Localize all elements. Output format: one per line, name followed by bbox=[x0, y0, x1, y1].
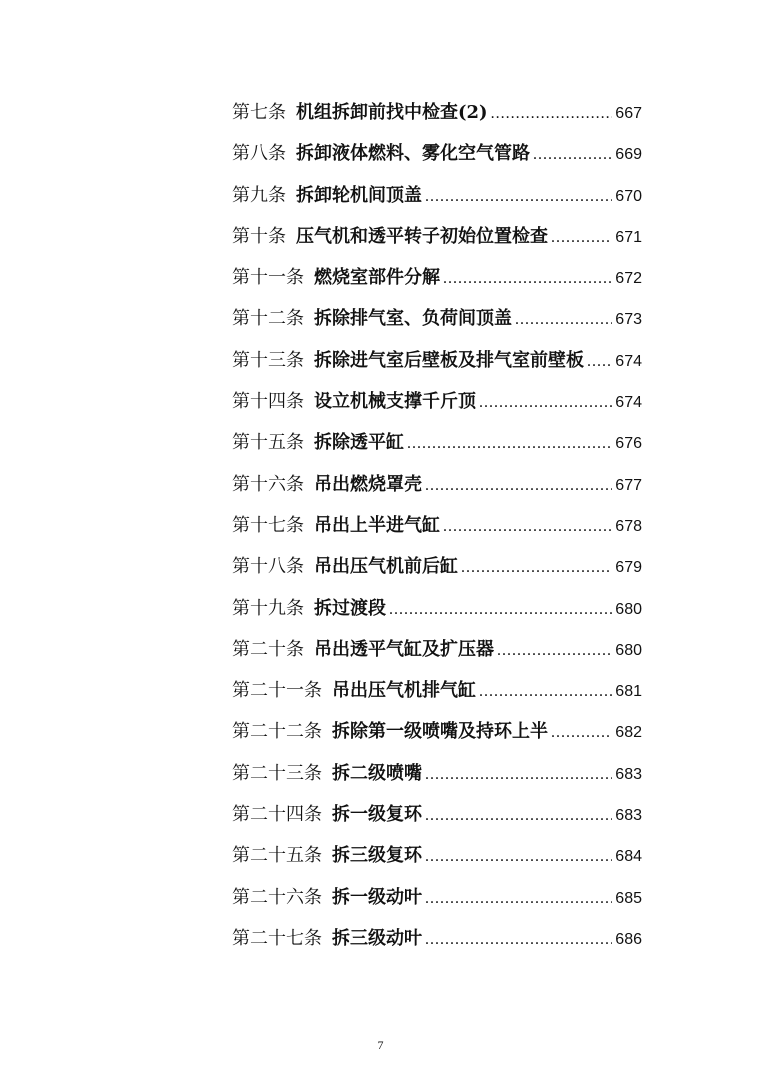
toc-entry-title: 拆二级喷嘴 bbox=[332, 762, 422, 784]
toc-entry[interactable] bbox=[232, 670, 642, 711]
toc-entry-number: 第十五条 bbox=[232, 432, 304, 454]
toc-dot-leader bbox=[551, 217, 612, 258]
toc-entry-page: 683 bbox=[615, 807, 642, 825]
toc-dot-leader bbox=[425, 754, 612, 795]
toc-entry[interactable] bbox=[232, 381, 642, 422]
toc-entry-page: 674 bbox=[615, 394, 642, 412]
toc-entry-title: 吊出上半进气缸 bbox=[314, 514, 440, 536]
toc-entry[interactable] bbox=[232, 546, 642, 587]
toc-entry[interactable] bbox=[232, 505, 642, 546]
toc-entry-page: 669 bbox=[615, 146, 642, 164]
toc-entry[interactable] bbox=[232, 711, 642, 752]
toc-entry-number: 第十八条 bbox=[232, 556, 304, 578]
toc-entry-title: 吊出压气机前后缸 bbox=[314, 556, 458, 578]
toc-dot-leader bbox=[443, 258, 612, 299]
toc-entry-title: 拆三级复环 bbox=[332, 845, 422, 867]
toc-entry[interactable] bbox=[232, 257, 642, 298]
toc-entry-number: 第十三条 bbox=[232, 349, 304, 371]
toc-entry[interactable] bbox=[232, 340, 642, 381]
toc-dot-leader bbox=[491, 93, 613, 134]
toc-dot-leader bbox=[425, 465, 612, 506]
toc-entry-title: 燃烧室部件分解 bbox=[314, 267, 440, 289]
toc-entry[interactable] bbox=[232, 298, 642, 339]
toc-entry[interactable] bbox=[232, 877, 642, 918]
toc-entry-title: 拆卸液体燃料、雾化空气管路 bbox=[296, 143, 530, 165]
toc-dot-leader bbox=[407, 423, 612, 464]
toc-dot-leader bbox=[425, 878, 612, 919]
toc-dot-leader bbox=[497, 630, 612, 671]
toc-entry-title: 拆除进气室后壁板及排气室前壁板 bbox=[314, 349, 584, 371]
toc-entry-page: 680 bbox=[615, 641, 642, 659]
toc-entry-title: 拆三级动叶 bbox=[332, 927, 422, 949]
toc-entry-number: 第二十条 bbox=[232, 638, 304, 660]
toc-entry[interactable] bbox=[232, 464, 642, 505]
toc-entry-page: 677 bbox=[615, 476, 642, 494]
toc-entry[interactable] bbox=[232, 753, 642, 794]
toc-dot-leader bbox=[389, 589, 612, 630]
toc-entry-number: 第二十六条 bbox=[232, 886, 322, 908]
toc-entry-page: 672 bbox=[615, 270, 642, 288]
toc-entry[interactable] bbox=[232, 92, 642, 133]
toc-entry-title: 压气机和透平转子初始位置检查 bbox=[296, 225, 548, 247]
toc-entry[interactable] bbox=[232, 216, 642, 257]
toc-entry-title: 拆过渡段 bbox=[314, 597, 386, 619]
page-number-footer: 7 bbox=[377, 1038, 384, 1052]
toc-entry-page: 686 bbox=[615, 930, 642, 948]
toc-dot-leader bbox=[443, 506, 612, 547]
toc-entry-page: 673 bbox=[615, 311, 642, 329]
toc-entry[interactable] bbox=[232, 133, 642, 174]
toc-dot-leader bbox=[479, 671, 612, 712]
toc-entry-title: 拆除第一级喷嘴及持环上半 bbox=[332, 721, 548, 743]
toc-dot-leader bbox=[587, 341, 612, 382]
toc-entry-title: 吊出燃烧罩壳 bbox=[314, 473, 422, 495]
toc-entry-number: 第十六条 bbox=[232, 473, 304, 495]
toc-entry-number: 第九条 bbox=[232, 184, 286, 206]
toc-entry[interactable] bbox=[232, 175, 642, 216]
toc-entry-title: 吊出透平气缸及扩压器 bbox=[314, 638, 494, 660]
toc-entry-title: 拆一级复环 bbox=[332, 804, 422, 826]
toc-entry-title: 拆卸轮机间顶盖 bbox=[296, 184, 422, 206]
toc-entry-page: 680 bbox=[615, 600, 642, 618]
toc-entry-title: 吊出压气机排气缸 bbox=[332, 680, 476, 702]
toc-entry-title: 设立机械支撑千斤顶 bbox=[314, 391, 476, 413]
toc-dot-leader bbox=[425, 836, 612, 877]
toc-entry-page: 685 bbox=[615, 889, 642, 907]
toc-entry[interactable] bbox=[232, 629, 642, 670]
toc-entry-number: 第二十三条 bbox=[232, 762, 322, 784]
toc-entry-page: 684 bbox=[615, 848, 642, 866]
toc-entry-number: 第十二条 bbox=[232, 308, 304, 330]
toc-entry[interactable] bbox=[232, 918, 642, 959]
toc-entry-page: 678 bbox=[615, 517, 642, 535]
toc-entry-page: 682 bbox=[615, 724, 642, 742]
toc-entry-number: 第十九条 bbox=[232, 597, 304, 619]
toc-dot-leader bbox=[425, 919, 612, 960]
toc-dot-leader bbox=[515, 299, 612, 340]
toc-entry[interactable] bbox=[232, 422, 642, 463]
toc-entry-page: 671 bbox=[615, 228, 642, 246]
toc-dot-leader bbox=[425, 795, 612, 836]
toc-entry-number: 第二十四条 bbox=[232, 804, 322, 826]
toc-entry-page: 674 bbox=[615, 352, 642, 370]
toc-entry-number: 第十七条 bbox=[232, 514, 304, 536]
toc-entry[interactable] bbox=[232, 588, 642, 629]
toc-dot-leader bbox=[533, 134, 612, 175]
toc-entry-number: 第二十二条 bbox=[232, 721, 322, 743]
toc-entry-title: 机组拆卸前找中检查(2) bbox=[296, 102, 488, 123]
toc-dot-leader bbox=[479, 382, 612, 423]
toc-entry-number: 第二十五条 bbox=[232, 845, 322, 867]
toc-dot-leader bbox=[461, 547, 612, 588]
toc-entry-page: 681 bbox=[615, 683, 642, 701]
toc-entry-number: 第十四条 bbox=[232, 391, 304, 413]
toc-dot-leader bbox=[425, 176, 612, 217]
table-of-contents bbox=[232, 92, 642, 959]
toc-entry-title: 拆除排气室、负荷间顶盖 bbox=[314, 308, 512, 330]
toc-entry-page: 667 bbox=[615, 105, 642, 122]
toc-entry[interactable] bbox=[232, 835, 642, 876]
toc-entry-number: 第二十一条 bbox=[232, 680, 322, 702]
toc-entry-number: 第二十七条 bbox=[232, 927, 322, 949]
toc-entry-page: 670 bbox=[615, 187, 642, 205]
toc-entry-title: 拆除透平缸 bbox=[314, 432, 404, 454]
toc-entry-number: 第七条 bbox=[232, 102, 286, 123]
toc-entry-number: 第十条 bbox=[232, 225, 286, 247]
toc-entry-page: 679 bbox=[615, 559, 642, 577]
toc-dot-leader bbox=[551, 712, 612, 753]
toc-entry-number: 第八条 bbox=[232, 143, 286, 165]
toc-entry[interactable] bbox=[232, 794, 642, 835]
toc-entry-page: 676 bbox=[615, 435, 642, 453]
toc-entry-page: 683 bbox=[615, 765, 642, 783]
toc-entry-title: 拆一级动叶 bbox=[332, 886, 422, 908]
toc-entry-number: 第十一条 bbox=[232, 267, 304, 289]
